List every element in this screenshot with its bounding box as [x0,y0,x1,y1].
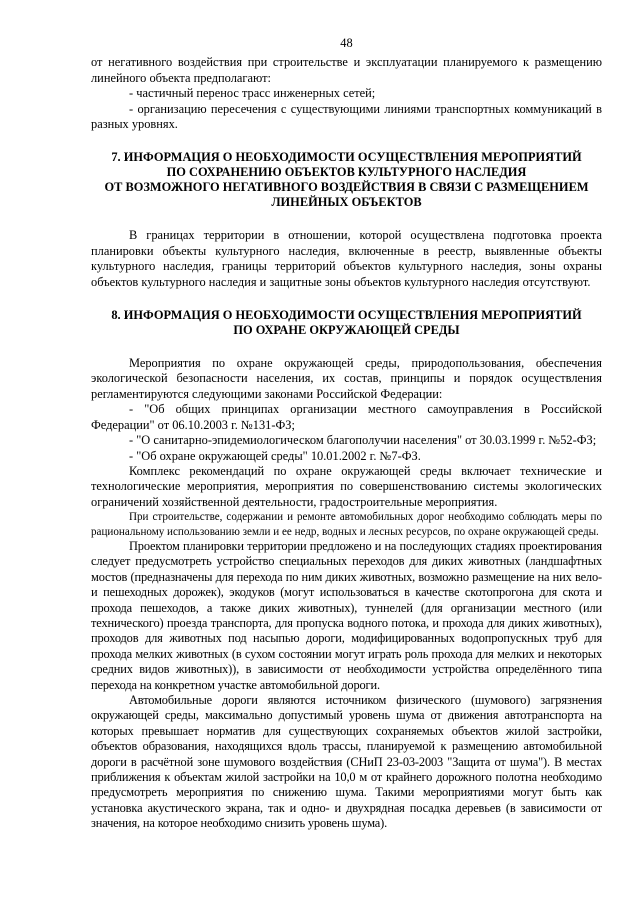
page-number: 48 [340,36,353,50]
law-list-item: - "О санитарно-эпидемиологическом благополучии населения" от 30.03.1999 г. №52-ФЗ; [129,433,597,448]
heading-line: ОТ ВОЗМОЖНОГО НЕГАТИВНОГО ВОЗДЕЙСТВИЯ В СВЯЗИ С РАЗМЕЩЕНИЕМ [104,180,589,195]
section-8-paragraph: Автомобильные дороги являются источником физического (шумового) загрязнения окружающей среды, максимально допустимый уровень шума от движения автотранспорта на которых превышает норматив для существующих сохраняемых объектов жилой застройки, объектов образования, находящихся вдоль трассы, планируемой к размещению автомобильной дороги в расчётной зоне шумового воздействия (СНиП 23-03-2003 "Защита от шума"). В местах приближения к объектам жилой застройки на 10,0 м от крайнего дорожного полотна необходимо предусмотреть мероприятия по снижению шума. Такими мероприятиями могут быть как установка акустического экрана, так и одно- и двухрядная посадка деревьев (в зависимости от значения, на которое необходимо снизить уровень шума). [91,693,602,831]
law-list-item: - "Об общих принципах организации местного самоуправления в Российской Федерации" от 06.10.2003 г. №131-ФЗ; [91,402,602,432]
section-8-heading [91,308,602,338]
heading-line: 7. ИНФОРМАЦИЯ О НЕОБХОДИМОСТИ ОСУЩЕСТВЛЕНИЯ МЕРОПРИЯТИЙ [111,150,582,165]
intro-paragraph: от негативного воздействия при строительстве и эксплуатации планируемого к размещению линейного объекта предполагают: [91,55,602,85]
intro-list-item: - частичный перенос трасс инженерных сетей; [129,86,376,101]
section-8-paragraph: Проектом планировки территории предложено и на последующих стадиях проектирования следует предусмотреть устройство специальных переходов для диких животных (ландшафтных мостов (предназначены для перехода по ним диких животных, возможно размещение на них вело- и пешеходных дорожек), экодуков (могут использоваться в качестве скотопрогона для скота и прохода пешеходов, а также диких животных), туннелей (для организации местного (или технического) проезда транспорта, для пропуска водного потока, и прохода для диких животных), проходов для животных под насыпью дороги, модифицированных водопропускных труб для прохода мелких животных (в сухом состоянии могут играть роль прохода для мелких и некоторых средних видов животных)), в зависимости от необходимости устройства определённого типа перехода на конкретном участке автомобильной дороги. [91,538,602,692]
heading-line: ЛИНЕЙНЫХ ОБЪЕКТОВ [271,195,422,210]
section-8-paragraph: Мероприятия по охране окружающей среды, природопользования, обеспечения экологической безопасности населения, их состав, принципы и порядок осуществления регламентируются следующими законами Российской Федерации: [91,356,602,401]
law-list-item: - "Об охране окружающей среды" 10.01.2002 г. №7-ФЗ. [129,448,421,463]
intro-list-item: - организацию пересечения с существующими линиями транспортных коммуникаций в разных уровнях. [91,101,602,132]
heading-line: ПО СОХРАНЕНИЮ ОБЪЕКТОВ КУЛЬТУРНОГО НАСЛЕДИЯ [166,165,527,180]
section-7-paragraph: В границах территории в отношении, которой осуществлена подготовка проекта планировки объекты культурного наследия, включенные в реестр, выявленные объекты культурного наследия, границы территорий объектов культурного наследия, зоны охраны объектов культурного наследия и защитные зоны объектов культурного наследия отсутствуют. [91,228,602,289]
heading-line: 8. ИНФОРМАЦИЯ О НЕОБХОДИМОСТИ ОСУЩЕСТВЛЕНИЯ МЕРОПРИЯТИЙ [111,308,582,323]
section-8-paragraph: При строительстве, содержании и ремонте автомобильных дорог необходимо соблюдать меры по рациональному использованию земли и ее недр, водных и лесных ресурсов, по охране окружающей среды. [91,511,602,538]
heading-line: ПО ОХРАНЕ ОКРУЖАЮЩЕЙ СРЕДЫ [233,323,460,338]
section-7-heading [91,150,602,210]
section-8-paragraph: Комплекс рекомендаций по охране окружающей среды включает технические и технологические мероприятия, мероприятия по совершенствованию системы экологических ограничений хозяйственной деятельности, градостроительные мероприятия. [91,463,602,509]
